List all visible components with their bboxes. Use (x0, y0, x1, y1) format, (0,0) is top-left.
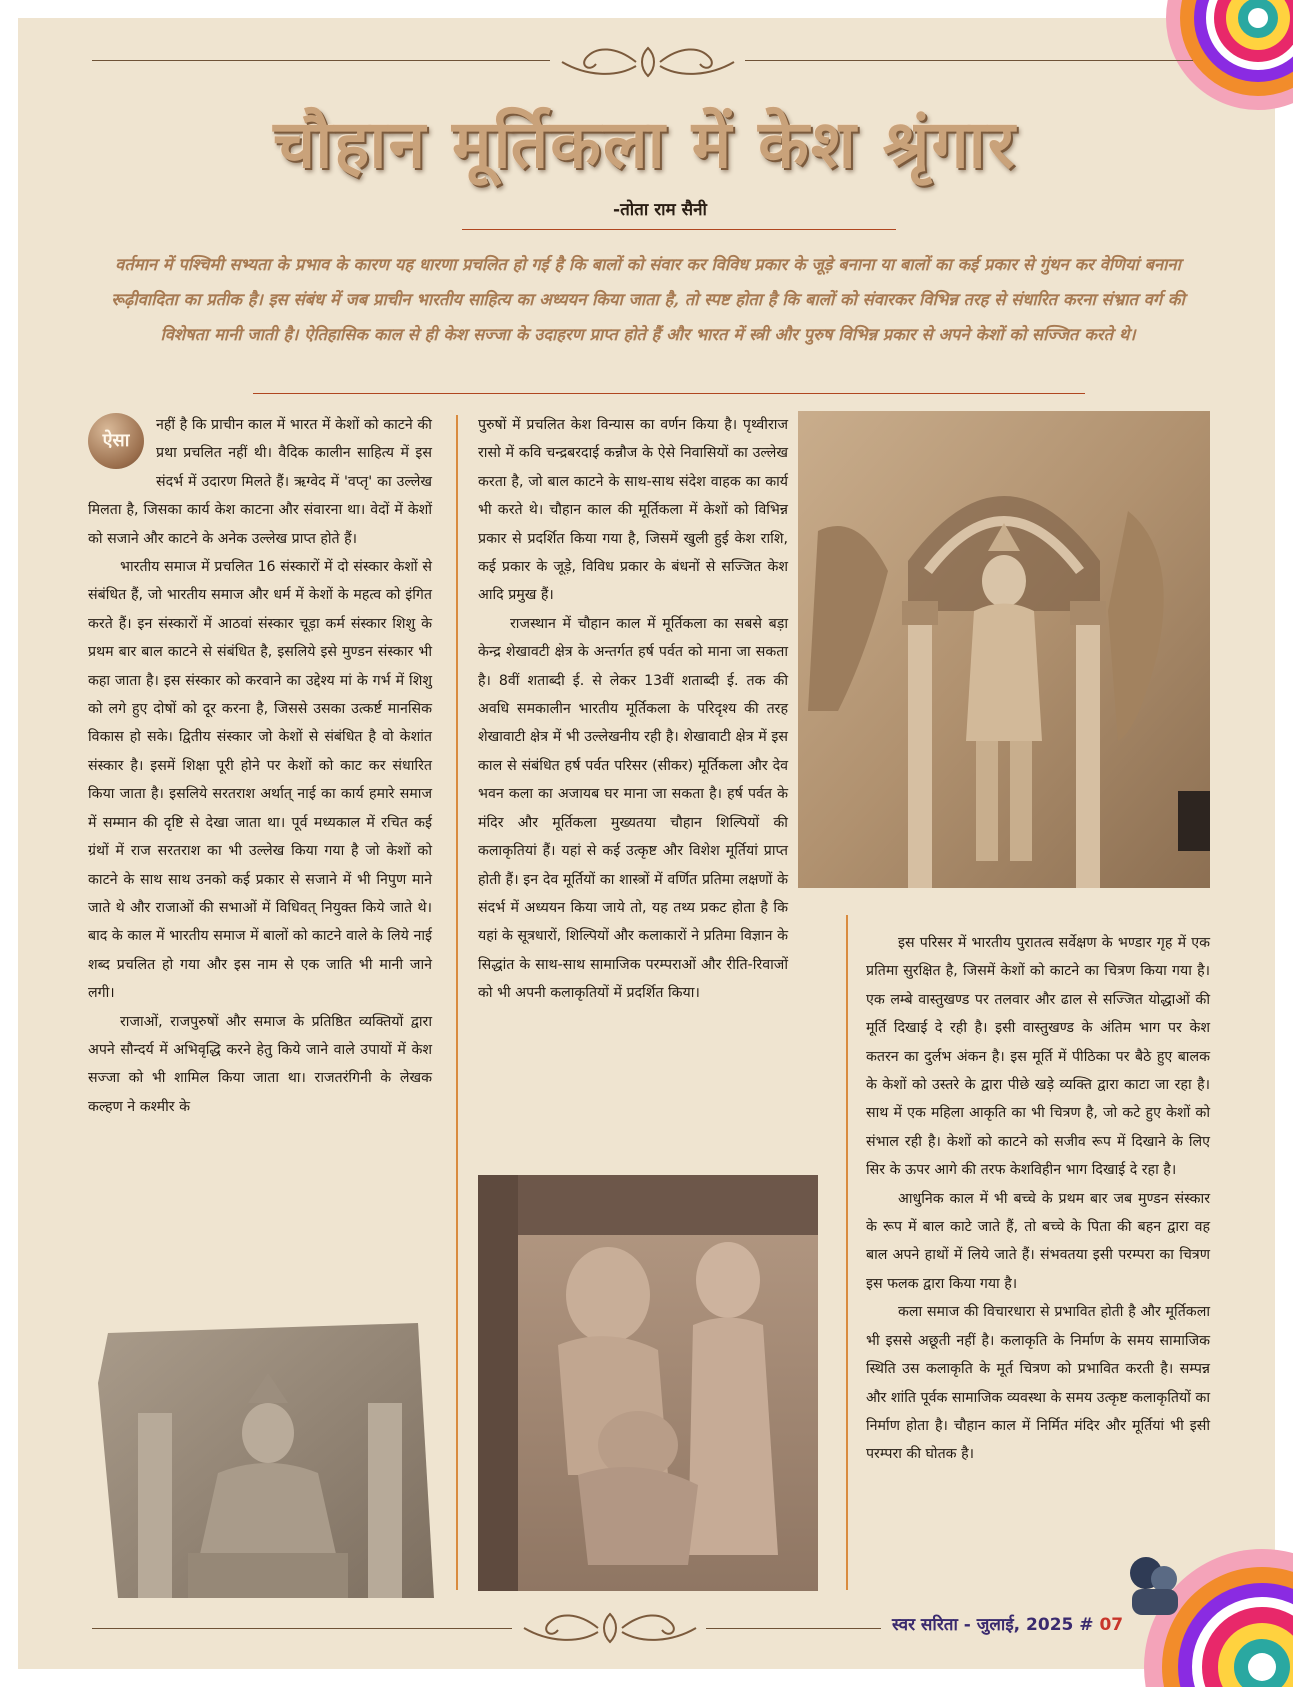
byline-rule (462, 229, 896, 230)
col1-para-1: नहीं है कि प्राचीन काल में भारत में केशों को काटने की प्रथा प्रचलित नहीं थी। वैदिक कालीन साहित्य में इस संदर्भ में उदारण मिलते हैं। ऋग्वेद में 'वप्तृ' का उल्लेख मिलता है, जिसका कार्य केश काटना और संवारना था। वेदों में केशों को सजाने और काटने के अनेक उल्लेख प्राप्त होते हैं। (88, 417, 432, 547)
intro-rule (253, 393, 1085, 394)
footer-magazine: स्वर सरिता - जुलाई, 2025 # (892, 1615, 1094, 1635)
article-title: चौहान मूर्तिकला में केश श्रृंगार (273, 106, 1017, 183)
top-rule-left (92, 60, 550, 61)
sculpture-photo-deity (798, 411, 1210, 888)
floral-ornament-icon (556, 42, 740, 82)
column-2 (478, 411, 788, 1008)
col2-para-2: राजस्थान में चौहान काल में मूर्तिकला का सबसे बड़ा केन्द्र शेखावटी क्षेत्र के अन्तर्गत हर्ष पर्वत को माना जा सकता है। 8वीं शताब्दी ई. से लेकर 13वीं शताब्दी ई. तक की अवधि समकालीन भारतीय मूर्तिकला के परिदृश्य की तरह शेखावाटी क्षेत्र में भी उल्लेखनीय रही है। शेखावाटी क्षेत्र में इस काल से संबंधित हर्ष पर्वत परिसर (सीकर) मूर्तिकला और देव भवन कला का अजायब घर माना जा सकता है। हर्ष पर्वत के मंदिर और मूर्तिकला मुख्यतया चौहान शिल्पियों की कलाकृतियां हैं। यहां से कई उत्कृष्ट और विशेश मूर्तियां प्राप्त होती हैं। इन देव मूर्तियों का शास्त्रों में वर्णित प्रतिमा लक्षणों के संदर्भ में अध्ययन किया जाये तो, यह तथ्य प्रकट होता है कि यहां के सूत्रधारों, शिल्पियों और कलाकारों ने प्रतिमा विज्ञान के सिद्धांत के साथ-साथ सामाजिक परम्पराओं और रीति-रिवाजों को भी अपनी कलाकृतियों में प्रदर्शित किया। (478, 615, 788, 1002)
top-rule-right (745, 60, 1193, 61)
column-3 (866, 929, 1210, 1469)
dropcap: ऐसा (88, 413, 144, 469)
intro-paragraph: वर्तमान में पश्चिमी सभ्यता के प्रभाव के कारण यह धारणा प्रचलित हो गई है कि बालों को संवार कर विविध प्रकार के जूड़े बनाना या बालों का कई प्रकार से गुंथन कर वेणियां बनाना रूढ़ीवादिता का प्रतीक है। इस संबंध में जब प्राचीन भारतीय साहित्य का अध्ययन किया जाता है, तो स्पष्ट होता है कि बालों को संवारकर विभिन्न तरह से संधारित करना संभ्रात वर्ग की विशेषता मानी जाती है। ऐतिहासिक काल से ही केश सज्जा के उदाहरण प्राप्त होते हैं और भारत में स्त्री और पुरुष विभिन्न प्रकार से अपने केशों को सज्जित करते थे। (111, 255, 1185, 344)
author-byline: -तोता राम सैनी (613, 200, 707, 220)
column-divider-1 (456, 415, 458, 1590)
bottom-rule-left (92, 1628, 512, 1629)
col3-para-2: आधुनिक काल में भी बच्चे के प्रथम बार जब मुण्डन संस्कार के रूप में बाल काटे जाते हैं, तो बच्चे के पिता की बहन द्वारा वह बाल अपने हाथों में लिये जाते हैं। संभवतया इसी परम्परा का चित्रण इस फलक द्वारा किया गया है। (866, 1190, 1210, 1292)
col3-para-3: कला समाज की विचारधारा से प्रभावित होती है और मूर्तिकला भी इससे अछूती नहीं है। कलाकृति के निर्माण के समय सामाजिक स्थिति उस कलाकृति के मूर्त चित्रण को प्रभावित करती है। सम्पन्न और शांति पूर्वक सामाजिक व्यवस्था के समय उत्कृष्ट कलाकृतियों का निर्माण होता है। चौहान काल में निर्मित मंदिर और मूर्तियां भी इसी परम्परा की घोतक है। (866, 1304, 1210, 1463)
col3-para-1: इस परिसर में भारतीय पुरातत्व सर्वेक्षण के भण्डार गृह में एक प्रतिमा सुरक्षित है, जिसमें केशों को काटने का चित्रण किया गया है। एक लम्बे वास्तुखण्ड पर तलवार और ढाल से सज्जित योद्धाओं की मूर्ति दिखाई दे रही है। इसी वास्तुखण्ड के अंतिम भाग पर केश कतरन का दुर्लभ अंकन है। इस मूर्ति में पीठिका पर बैठे हुए बालक के केशों को उस्तरे के द्वारा पीछे खड़े व्यक्ति द्वारा काटा जा रहा है। साथ में एक महिला आकृति का भी चित्रण है, जो कटे हुए केशों को संभाल रही है। केशों को काटने को सजीव रूप में दिखाने के लिए सिर के ऊपर आगे की तरफ केशविहीन भाग दिखाई दे रहा है। (866, 935, 1210, 1179)
col2-para-1: पुरुषों में प्रचलित केश विन्यास का वर्णन किया है। पृथ्वीराज रासो में कवि चन्द्रबरदाई कन्नौज के ऐसे निवासियों का उल्लेख करता है, जो बाल काटने के साथ-साथ संदेश वाहक का कार्य भी करते थे। चौहान काल की मूर्तिकला में केशों को विभिन्न प्रकार से प्रदर्शित किया गया है, जिसमें खुली हुई केश राशि, कई प्रकार के जूड़े, विविध प्रकार के बंधनों से सज्जित केश आदि प्रमुख हैं। (478, 417, 788, 604)
column-divider-2 (846, 915, 848, 1590)
bottom-rule-right (706, 1628, 881, 1629)
floral-ornament-icon (518, 1608, 702, 1648)
col1-para-2: भारतीय समाज में प्रचलित 16 संस्कारों में दो संस्कार केशों से संबंधित हैं, जो भारतीय समाज और धर्म में केशों के महत्व को इंगित करते हैं। इन संस्कारों में आठवां संस्कार चूड़ा कर्म संस्कार शिशु के प्रथम बार बाल काटने से संबंधित है, इसलिये इसे मुण्डन संस्कार भी कहा जाता है। इस संस्कार को करवाने का उद्देश्य मां के गर्भ में शिशु को लगे हुए दोषों को दूर करना है, जिससे उसका उत्कर्ष्ट मानसिक विकास हो सके। द्वितीय संस्कार जो केशों से संबंधित है वो केशांत संस्कार है। इसमें शिक्षा पूरी होने पर केशों को काट कर संधारित किया जाता है। इसलिये सरतराश अर्थात् नाई का कार्य हमारे समाज में सम्मान की दृष्टि से देखा जाता था। पूर्व मध्यकाल में रचित कई ग्रंथों में राज सरतराश का भी उल्लेख किया गया है जो केशों को काटने के साथ साथ उनको कई प्रकार से सजाने में भी निपुण माने जाते थे और राजाओं की सभाओं में विधिवत् नियुक्त किये जाते थे। बाद के काल में भारतीय समाज में बालों को काटने वाले के लिये नाई शब्द प्रचलित हो गया और इस नाम से एक जाति भी मानी जाने लगी। (88, 559, 432, 1002)
column-1 (88, 411, 432, 1121)
sculpture-photo-hair-cutting (478, 1175, 818, 1591)
sculpture-photo-seated-figure (78, 1323, 434, 1598)
page-footer (892, 1612, 1123, 1635)
footer-page-number: 07 (1099, 1615, 1124, 1635)
portrait-icon (1120, 1545, 1190, 1615)
mandala-icon (1158, 0, 1293, 125)
col1-para-3: राजाओं, राजपुरुषों और समाज के प्रतिष्ठित व्यक्तियों द्वारा अपने सौन्दर्य में अभिवृद्धि करने हेतु किये जाने वाले उपायों में केश सज्जा को भी शामिल किया जाता था। राजतरंगिनी के लेखक कल्हण ने कश्मीर के (88, 1013, 432, 1115)
